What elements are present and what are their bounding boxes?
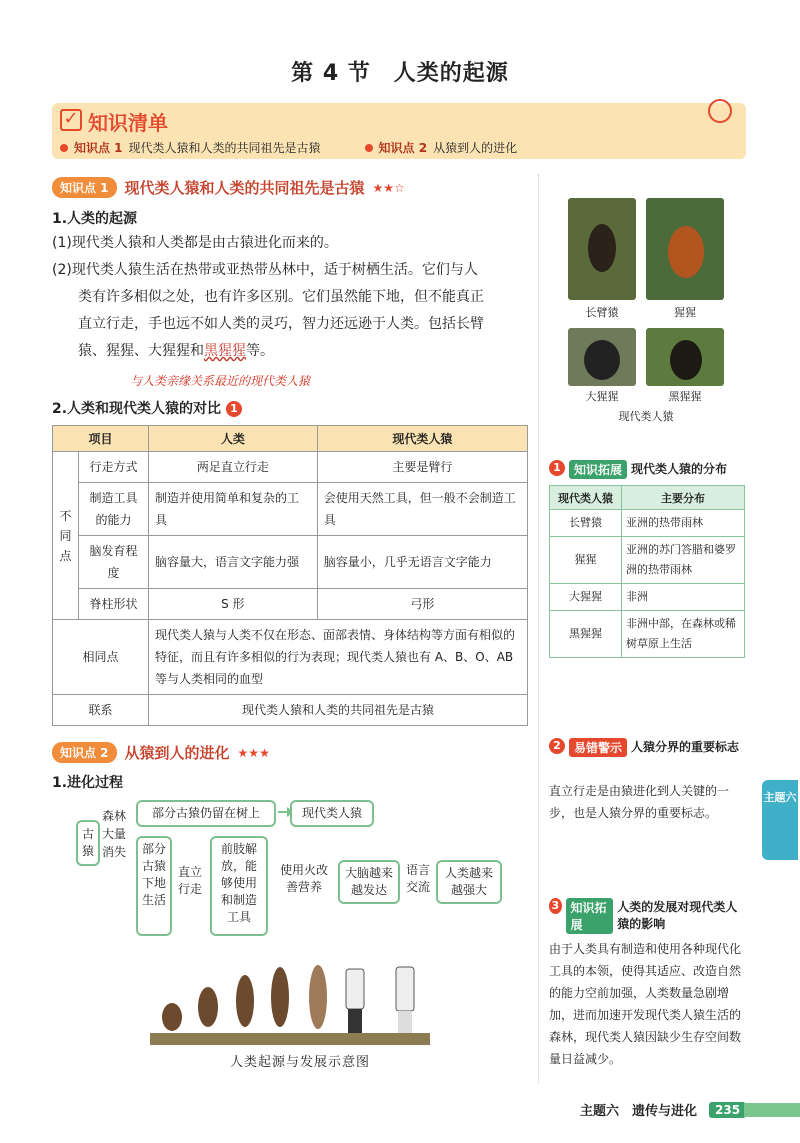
cell-human: 制造并使用简单和复杂的工具 [149,483,318,536]
gorilla-photo [568,328,636,386]
orangutan-photo [646,198,724,300]
ext1-heading [549,460,727,479]
kp1-line2d-pre: 猿、猩猩、大猩猩和 [78,343,204,359]
banner-kp2[interactable] [365,139,518,156]
dist-cell-where: 亚洲的苏门答腊和婆罗洲的热带雨林 [622,537,745,584]
table-row [550,537,745,584]
flow-forest-1: 森林 [101,809,126,823]
cell-item: 行走方式 [79,452,149,483]
lamp-icon [708,99,732,123]
gibbon-photo [568,198,636,300]
dist-th-where: 主要分布 [622,486,745,510]
highlight-chimp: 黑猩猩 [204,343,246,359]
th-item: 项目 [53,426,149,452]
cell-ape: 脑容量小，几乎无语言文字能力 [317,536,527,589]
warn-text: 直立行走是由猿进化到人关键的一步，也是人猿分界的重要标志。 [549,784,730,820]
kp1-heading [52,177,405,198]
kp2-tag: 知识点 2 [52,742,117,763]
star-icon: ★★☆ [372,180,405,195]
flow-box-strong: 人类越来越强大 [436,860,502,904]
ext1-title: 现代类人猿的分布 [631,462,728,476]
page-title: 第 4 节 人类的起源 [291,61,509,86]
dist-cell-ape: 猩猩 [550,537,622,584]
bullet-icon [60,144,68,152]
ext3-heading [549,898,749,934]
kp1-label: 知识点 1 [74,141,123,155]
cell-item: 脊柱形状 [79,589,149,620]
distribution-table [549,485,745,658]
cell-human: 脑容量大，语言文字能力强 [149,536,318,589]
link-label: 联系 [53,695,149,726]
diff-label: 不同点 [53,452,79,620]
kp2-text: 从猿到人的进化 [433,141,518,155]
flow-box-ground: 部分古猿下地生活 [136,836,172,936]
bullet-icon [365,144,373,152]
kp1-sub2 [52,398,242,418]
ref-1-icon: 1 [226,401,242,417]
dist-cell-ape: 长臂猿 [550,510,622,537]
dist-cell-where: 非洲中部，在森林或稀树草原上生活 [622,611,745,658]
kp2-heading [52,742,270,763]
flow-language: 语言交流 [405,863,430,894]
table-row [53,695,528,726]
kp1-tag: 知识点 1 [52,177,117,198]
ext3-tag: 知识拓展 [566,898,614,934]
ext3-title: 人类的发展对现代类人猿的影响 [617,900,738,931]
evolution-caption: 人类起源与发展示意图 [229,1055,370,1070]
warn-title: 人猿分界的重要标志 [631,740,740,754]
handwritten-note: 与人类亲缘关系最近的现代类人猿 [130,374,311,388]
ref-2-icon: 2 [549,738,565,754]
footer [580,1100,746,1119]
table-row [53,536,528,589]
kp2-sub1: 1.进化过程 [52,775,124,791]
flow-box-brain: 大脑越来越发达 [338,860,400,904]
evolution-illustration [150,955,430,1045]
flow-upright: 直立行走 [177,865,202,896]
star-icon: ★★★ [237,745,270,760]
dist-cell-ape: 黑猩猩 [550,611,622,658]
side-tab[interactable]: 主题六 [762,780,798,860]
table-row [53,589,528,620]
kp1-line2c: 直立行走，手也远不如人类的灵巧，智力还远逊于人类。包括长臂 [78,316,484,332]
cell-item: 脑发育程度 [79,536,149,589]
table-row [550,611,745,658]
checkbox-icon: ✓ [60,109,82,131]
kp1-sub2-text: 2.人类和现代类人猿的对比 [52,401,222,417]
cell-ape: 会使用天然工具，但一般不会制造工具 [317,483,527,536]
cell-human: S 形 [149,589,318,620]
table-row [550,584,745,611]
flow-ancient-ape: 古猿 [76,820,100,866]
kp1-line2d-post: 等。 [246,343,274,359]
ref-1-icon: 1 [549,460,565,476]
link-text: 现代类人猿和人类的共同祖先是古猿 [149,695,528,726]
photo-label-chimp: 黑猩猩 [668,390,702,403]
footer-bar [744,1103,800,1117]
flow-fire: 使用火改善营养 [279,863,328,894]
photos-caption: 现代类人猿 [618,410,674,423]
cell-ape: 弓形 [317,589,527,620]
dist-cell-ape: 大猩猩 [550,584,622,611]
same-label: 相同点 [53,620,149,695]
flow-box-trees: 部分古猿仍留在树上 [136,800,276,827]
kp1-line1: (1)现代类人猿和人类都是由古猿进化而来的。 [52,235,338,251]
kp1-line2a: (2)现代类人猿生活在热带或亚热带丛林中，适于树栖生活。它们与人 [52,262,478,278]
same-text: 现代类人猿与人类不仅在形态、面部表情、身体结构等方面有相似的特征，而且有许多相似的行为表现；现代类人猿也有 A、B、O、AB 等与人类相同的血型 [149,620,528,695]
compare-table [52,425,528,726]
flow-box-hands: 前肢解放，能够使用和制造工具 [210,836,268,936]
photo-label-orangutan: 猩猩 [674,306,696,319]
dist-cell-where: 非洲 [622,584,745,611]
table-row [53,620,528,695]
th-human: 人类 [149,426,318,452]
photo-label-gibbon: 长臂猿 [585,306,619,319]
chimp-photo [646,328,724,386]
cell-human: 两足直立行走 [149,452,318,483]
kp2-title: 从猿到人的进化 [124,744,230,762]
kp1-sub1: 1.人类的起源 [52,211,138,227]
dist-th-ape: 现代类人猿 [550,486,622,510]
ref-3-icon: 3 [549,898,562,914]
photo-label-gorilla: 大猩猩 [585,390,619,403]
ext3-text: 由于人类具有制造和使用各种现代化工具的本领，使得其适应、改造自然的能力空前加强，人类数量急剧增加，进而加速开发现代类人猿生活的森林，现代类人猿因缺少生存空间数量日益减少。 [549,942,742,1066]
kp1-title: 现代类人猿和人类的共同祖先是古猿 [124,179,365,197]
flow-forest-2: 大量 [101,827,126,841]
banner-title: 知识清单 [88,111,168,135]
table-row [53,452,528,483]
table-row [53,483,528,536]
kp2-label: 知识点 2 [378,141,428,155]
table-row [550,510,745,537]
footer-section: 主题六 遗传与进化 [580,1104,698,1119]
knowledge-banner [52,103,746,159]
page-number: 235 [709,1102,746,1118]
th-ape: 现代类人猿 [317,426,527,452]
cell-item: 制造工具的能力 [79,483,149,536]
dist-cell-where: 亚洲的热带雨林 [622,510,745,537]
cell-ape: 主要是臂行 [317,452,527,483]
warn-tag: 易错警示 [569,738,627,757]
kp1-text: 现代类人猿和人类的共同祖先是古猿 [128,141,321,155]
arrow-icon [278,811,288,813]
warn-heading [549,738,749,757]
flow-forest-3: 消失 [101,845,126,859]
flow-box-modern-ape: 现代类人猿 [290,800,374,827]
kp1-paragraph [52,230,528,365]
ext1-tag: 知识拓展 [569,460,627,479]
banner-kp1[interactable] [60,139,321,156]
kp1-line2b: 类有许多相似之处，也有许多区别。它们虽然能下地，但不能真正 [78,289,484,305]
